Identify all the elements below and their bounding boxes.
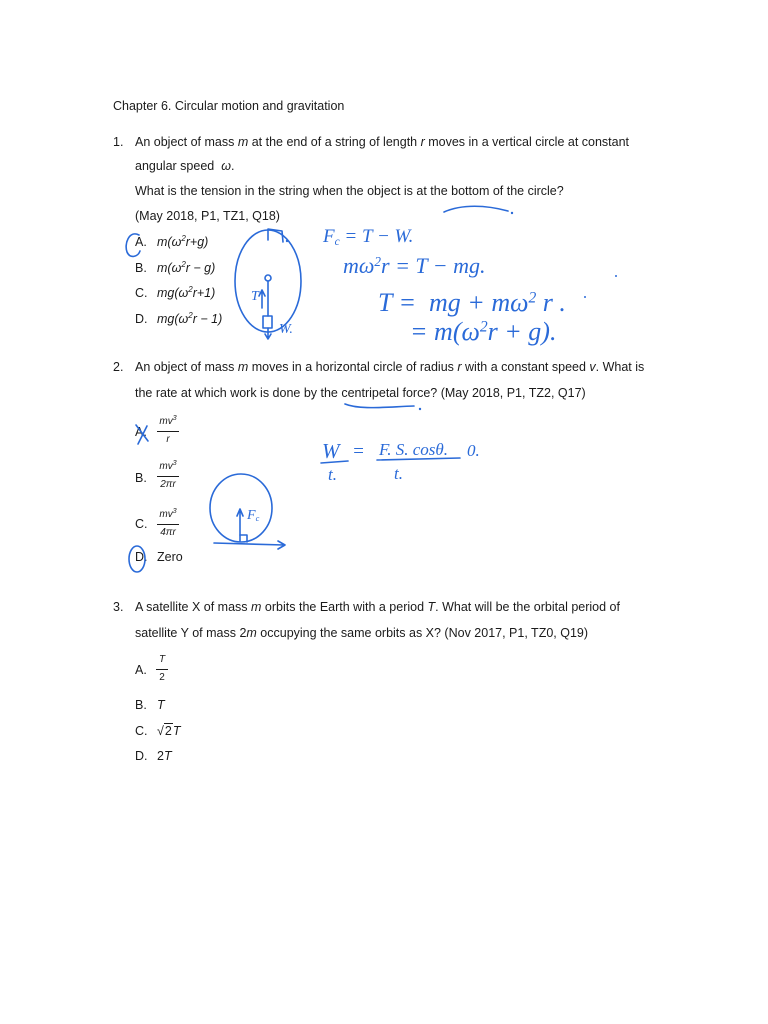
var-t: T [163,749,172,763]
handwritten-work-numerator: W [322,439,340,463]
square-root-sign: √ [157,724,164,738]
numerator-text: mv [159,416,173,427]
hw-superscript: 2 [528,289,537,307]
ink-dot [511,212,513,214]
handwritten-equals: = [352,441,365,462]
expr-text: r − 1) [192,312,223,326]
exponent: 2 [188,285,193,294]
q1-squiggle-mark [444,206,508,212]
handwritten-equation-2 [343,255,486,277]
q3-option-b-expression: T [157,698,165,712]
var-r: r [457,360,462,374]
q2-option-d-letter: D. [135,550,148,564]
q1-option-c-expression [157,286,215,300]
stem-text: . What is [595,360,645,374]
numerator [157,508,179,525]
top-mass-box [268,229,283,242]
handwritten-force-numerator: F. S. cosθ. [379,440,448,459]
stem-text: What is the tension in the string when the object is at the bottom of the circle? [135,184,564,198]
stem-text: A satellite X of mass [135,600,252,614]
q2-option-b-fraction [157,460,179,491]
horizontal-circle-path [210,474,272,542]
stem-text: moves in a vertical circle at constant [424,135,630,149]
q3-number: 3. [113,600,124,614]
hw-superscript: 2 [374,253,382,269]
q1-stem-line-2 [135,159,234,173]
exponent: 3 [172,460,177,467]
stem-text: . [230,159,235,173]
ink-dot [419,408,421,410]
radicand: 2 [164,724,172,738]
handwritten-force-denominator: t. [394,464,403,483]
centripetal-force-arrow [237,509,243,541]
q1-option-a-expression [157,235,208,249]
q1-option-c-letter: C. [135,286,148,300]
numerator: T [156,653,168,670]
stem-text: at the end of a string of length [248,135,421,149]
q1-option-b-expression [157,261,215,275]
hw-subscript: c [255,514,260,524]
right-angle-marker [240,535,247,542]
stem-text: with a constant speed [461,360,590,374]
numerator-text: mv [159,509,173,520]
denominator: 2πr [160,479,176,490]
numerator [157,415,179,432]
q3-option-a-letter: A. [135,663,147,677]
circle-center-point [265,275,271,281]
numerator [157,460,179,477]
stem-text: An object of mass [135,360,238,374]
handwritten-equation-1 [323,227,413,246]
q3-option-d-letter: D. [135,749,148,763]
q3-option-d-expression [157,749,172,763]
numerator-text: mv [159,461,173,472]
source-text: (May 2018, P1, TZ1, Q18) [135,209,280,223]
q2-option-a-fraction [157,415,179,446]
expr-text: m(ω [157,261,182,275]
expr-text: mg(ω [157,312,189,326]
q3-option-c-expression [157,724,180,738]
q3-stem-line-1 [135,600,620,614]
exponent: 2 [188,311,193,320]
exponent: 3 [172,508,177,515]
hw-text: = m(ω [410,317,480,346]
stem-text: occupying the same orbits as X? (Nov 2017, P1, TZ0, Q19) [256,626,589,640]
diagram-weight-label: W. [279,322,293,337]
chapter-title: Chapter 6. Circular motion and gravitation [113,99,345,113]
velocity-arrow [214,541,285,549]
var-omega: ω [221,159,231,173]
denominator: 4πr [160,527,176,538]
q1-option-d-expression [157,312,222,326]
q3-option-c-letter: C. [135,724,148,738]
expr-text: r+g) [185,235,209,249]
expr-text: r − g) [185,261,216,275]
hw-text: F [323,226,335,247]
hw-text: = T − W. [339,226,414,247]
hw-text: r + g). [487,317,557,346]
var-m: m [246,626,257,640]
exponent: 3 [172,415,177,422]
expr-text: m(ω [157,235,182,249]
hw-text: F [247,508,256,523]
var-t: T [427,600,436,614]
stem-text: the rate at which work is done by the centripetal force? (May 2018, P1, TZ2, Q17) [135,386,586,400]
tension-arrow [259,290,265,308]
expr-text: r+1) [192,286,216,300]
expr-text: mg(ω [157,286,189,300]
hw-text: T = mg + mω [378,288,529,317]
q2-stem-line-2 [135,386,586,400]
denominator: 2 [159,672,165,683]
var-m: m [237,360,249,374]
stem-text: moves in a horizontal circle of radius [248,360,458,374]
stem-text: . What will be the orbital period of [435,600,620,614]
q3-option-a-fraction [156,653,168,684]
q2-option-c-letter: C. [135,517,148,531]
hw-subscript: c [334,235,340,248]
diagram-centripetal-force-label [247,509,259,523]
var-m: m [237,135,249,149]
handwritten-equation-4 [410,319,556,345]
q2-option-b-letter: B. [135,471,147,485]
q1-option-a-letter: A. [135,235,147,249]
stem-text: orbits the Earth with a period [261,600,428,614]
hw-text: mω [343,253,375,278]
q1-option-d-letter: D. [135,312,148,326]
handwritten-equation-3 [378,290,566,316]
var-m: m [251,600,262,614]
var-v: v [589,360,596,374]
q2-stem-line-1 [135,360,644,374]
q2-option-d-text: Zero [157,550,183,564]
q1-stem-line-1 [135,135,629,149]
q3-stem-line-2 [135,626,588,640]
var-t: T [172,724,181,738]
hw-text: r = T − mg. [381,253,486,278]
ink-dot [286,240,288,242]
var-r: r [420,135,425,149]
vertical-circle-path [235,230,301,332]
exponent: 2 [181,234,186,243]
handwritten-work-denominator: t. [328,465,337,484]
denominator: r [166,434,170,445]
stem-text: angular speed [135,159,222,173]
hw-superscript: 2 [479,318,488,336]
bottom-mass-box [263,316,272,328]
stem-text: satellite Y of mass 2 [135,626,247,640]
weight-arrow [265,328,271,339]
handwritten-result: 0. [467,441,480,460]
ink-dot [584,296,586,298]
coefficient: 2 [157,749,164,763]
q2-option-a-letter: A. [135,425,147,439]
centripetal-underline-mark [345,404,414,408]
q1-number: 1. [113,135,124,149]
hw-text: r . [536,288,566,317]
ink-dot [615,275,617,277]
q2-number: 2. [113,360,124,374]
diagram-tension-label: T [251,289,259,304]
exponent: 2 [181,260,186,269]
q1-source [135,209,280,223]
q3-option-b-letter: B. [135,698,147,712]
q2-option-c-fraction [157,508,179,539]
q1-option-b-letter: B. [135,261,147,275]
stem-text: An object of mass [135,135,238,149]
q1-stem-line-3 [135,184,564,198]
